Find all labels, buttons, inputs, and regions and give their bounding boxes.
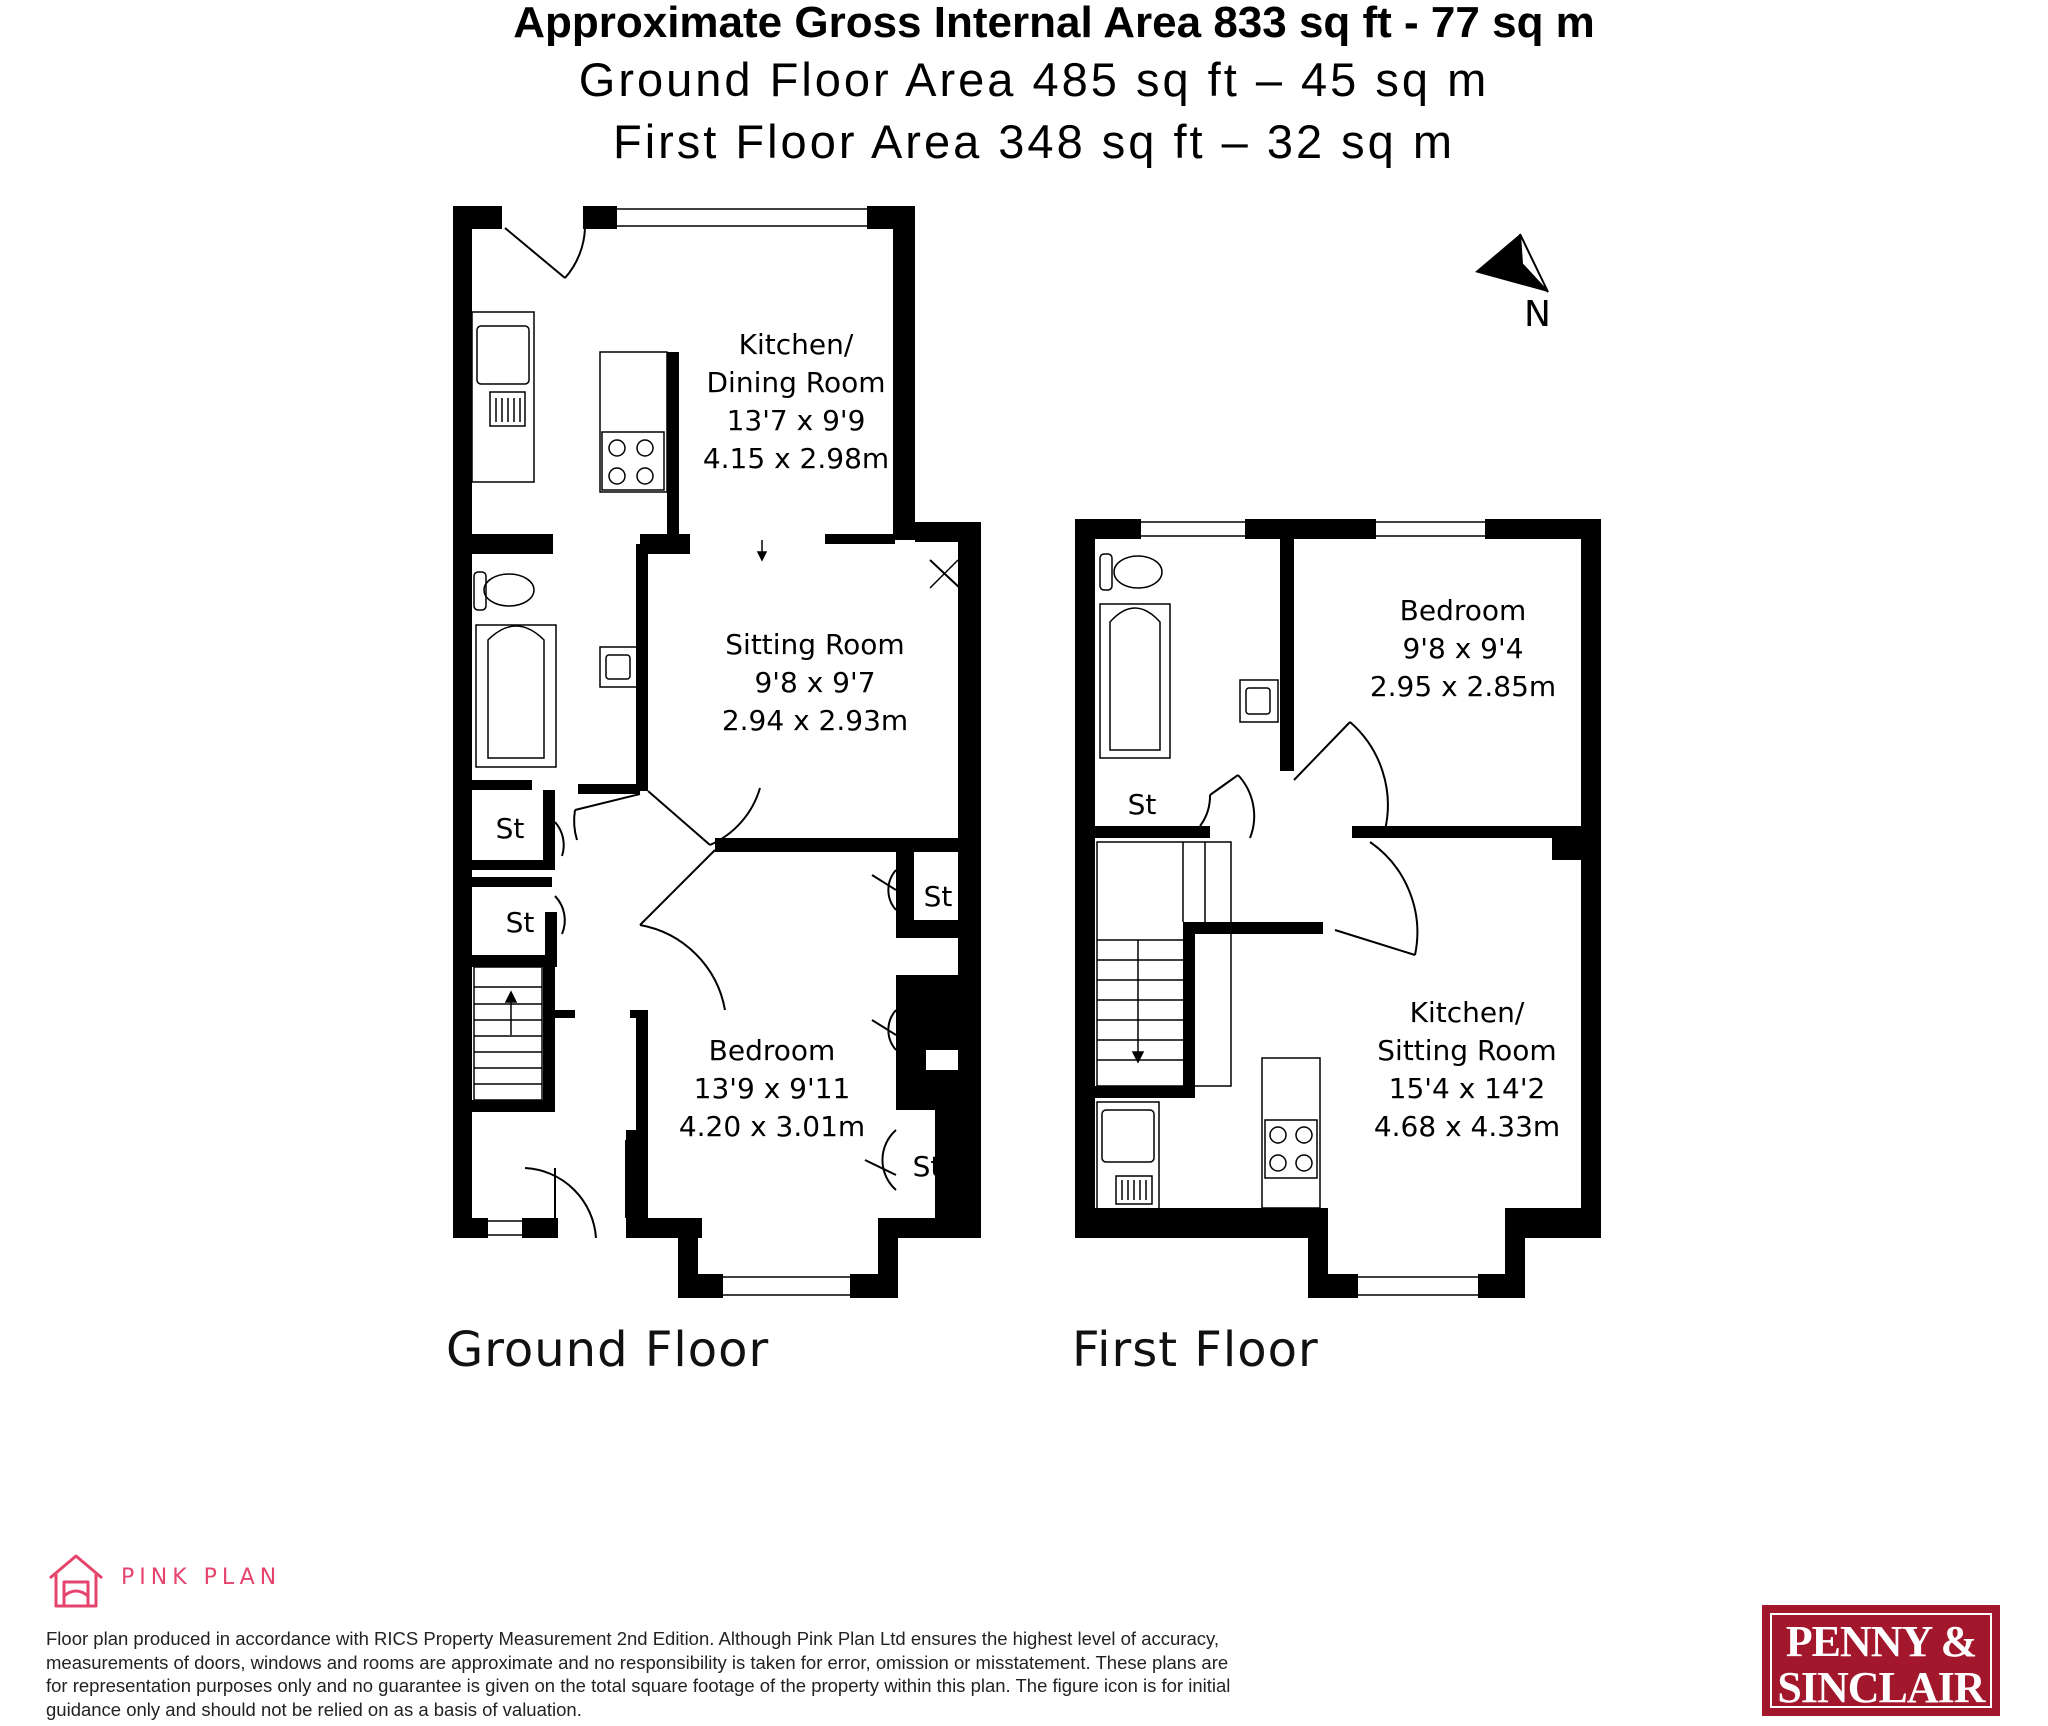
gf-sitting-metric: 2.94 x 2.93m <box>721 704 909 737</box>
first-floor-area: First Floor Area 348 sq ft – 32 sq m <box>612 115 1456 168</box>
gross-area-title: Approximate Gross Internal Area 833 sq ft - 77 sq m <box>513 0 1595 47</box>
ground-floor-area: Ground Floor Area 485 sq ft – 45 sq m <box>578 53 1490 106</box>
gf-bedroom-imperial: 13'9 x 9'11 <box>693 1072 851 1105</box>
brand-line-2: SINCLAIR <box>1777 1663 1985 1712</box>
penny-sinclair-logo <box>1762 1605 2000 1716</box>
north-label: N <box>1524 294 1551 335</box>
ground-floor-label: Ground Floor <box>446 1322 770 1378</box>
ff-kitchen-name-2: Sitting Room <box>1377 1034 1557 1067</box>
gf-kitchen-imperial: 13'7 x 9'9 <box>726 404 866 437</box>
gf-store-3: St <box>923 880 953 913</box>
stairs <box>474 540 1231 1100</box>
gf-bedroom-metric: 4.20 x 3.01m <box>678 1110 866 1143</box>
pink-plan-logo-icon <box>46 1552 106 1610</box>
brand-line-1: PENNY & <box>1785 1617 1977 1666</box>
pink-plan-logo-text: PINK PLAN <box>121 1565 282 1590</box>
ff-bedroom-name: Bedroom <box>1399 594 1527 627</box>
ff-bedroom-imperial: 9'8 x 9'4 <box>1402 632 1524 665</box>
gf-store-1: St <box>495 812 525 845</box>
gf-sitting-name: Sitting Room <box>725 628 905 661</box>
first-floor-label: First Floor <box>1072 1322 1319 1378</box>
ff-kitchen-imperial: 15'4 x 14'2 <box>1388 1072 1546 1105</box>
north-arrow-icon <box>1475 234 1548 292</box>
gf-sitting-imperial: 9'8 x 9'7 <box>754 666 876 699</box>
gf-kitchen-name-2: Dining Room <box>706 366 886 399</box>
ff-bedroom-metric: 2.95 x 2.85m <box>1369 670 1557 703</box>
gf-store-2: St <box>505 906 535 939</box>
disclaimer-text: Floor plan produced in accordance with RICS Property Measurement 2nd Edition. Although Pink Plan Ltd ensures the highest level of accuracy, measurements of doors, windows and rooms are approximate and no responsibility is taken for error, omission or misstatement. These plans are for representation purposes only and no guarantee is given on the total square footage of the property within this plan. The figure icon is for initial guidance only and should not be relied on as a basis of valuation. <box>46 1628 1231 1720</box>
gf-bedroom-name: Bedroom <box>708 1034 836 1067</box>
ff-store-1: St <box>1127 788 1157 821</box>
ff-kitchen-name-1: Kitchen/ <box>1409 996 1525 1029</box>
gf-kitchen-name-1: Kitchen/ <box>738 328 854 361</box>
ff-kitchen-metric: 4.68 x 4.33m <box>1373 1110 1561 1143</box>
gf-kitchen-metric: 4.15 x 2.98m <box>702 442 890 475</box>
gf-store-4: St <box>912 1150 942 1183</box>
windows <box>456 209 1522 1295</box>
